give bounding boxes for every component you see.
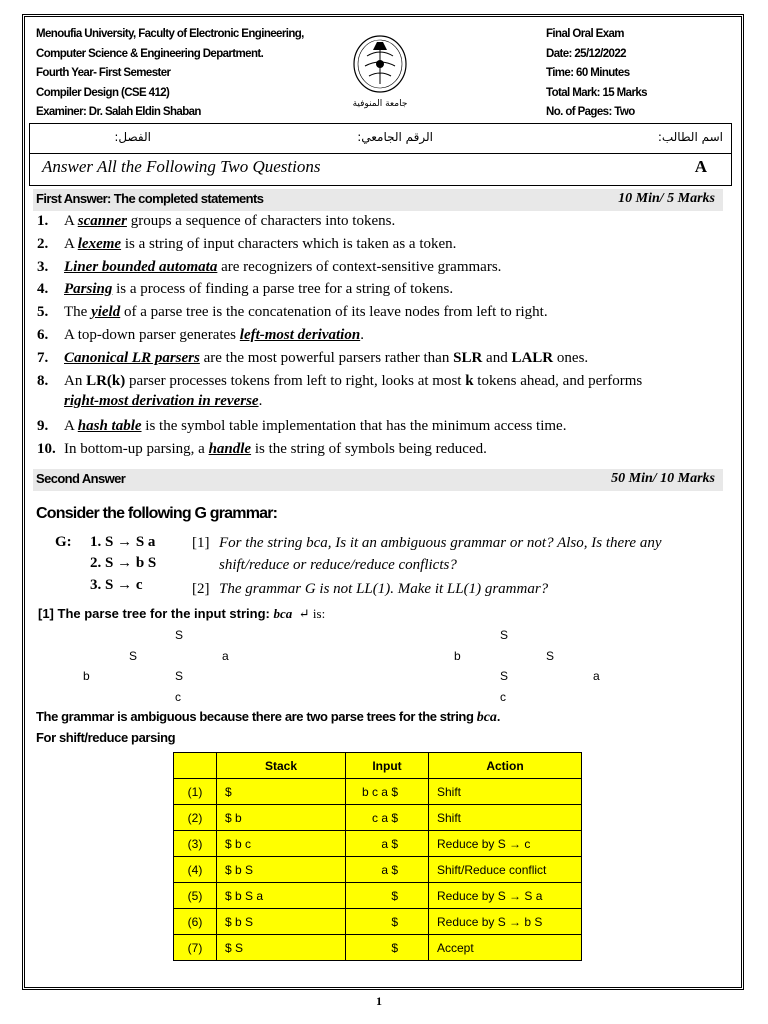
tree2-node: b [454, 649, 461, 663]
header-university: Menoufia University, Faculty of Electronic Engineering, [36, 28, 304, 40]
statement-text: is the string of symbols being reduced. [251, 441, 487, 457]
table-header-row [174, 753, 582, 779]
university-logo [337, 26, 423, 112]
table-row [174, 779, 582, 805]
input-cell: c a $ [346, 805, 429, 831]
tree2-node: S [500, 669, 509, 683]
tree1-node: c [175, 690, 181, 704]
step-cell: (7) [174, 935, 217, 961]
tree2-node: S [546, 649, 555, 663]
tree1-node: S [129, 649, 138, 663]
header-time: Time: 60 Minutes [546, 67, 630, 79]
action-cell: Shift [429, 779, 582, 805]
statement-text: ones. [553, 350, 589, 366]
tree2-node: c [500, 690, 506, 704]
statement-text: . [258, 393, 263, 409]
statement-term: LALR [511, 350, 554, 366]
tree2-root: S [500, 628, 509, 642]
header-date: Date: 25/12/2022 [546, 47, 626, 60]
statement-text: and [482, 350, 512, 366]
grammar-rule-3: 3. S → c [90, 577, 143, 593]
statement-answer: left-most derivation [239, 327, 361, 343]
input-cell: $ [346, 909, 429, 935]
statement-answer: yield [91, 304, 121, 320]
grammar-rule-2: 2. S → b S [90, 555, 157, 571]
statement-text: is a process of finding a parse tree for a string of tokens. [112, 281, 454, 297]
instruction-bar [29, 154, 732, 186]
grammar-rule-1: 1. S → S a [90, 534, 156, 550]
statement-text: A top-down parser generates [64, 327, 240, 343]
table-row [174, 805, 582, 831]
task-2-line: The grammar G is not LL(1). Make it LL(1) grammar? [219, 581, 549, 597]
grammar-label: G: [55, 534, 72, 550]
statement-answer: Parsing [64, 281, 113, 297]
table-row [174, 909, 582, 935]
action-cell: Shift/Reduce conflict [429, 857, 582, 883]
second-answer-heading [33, 469, 723, 491]
ambiguity-text: The grammar is ambiguous because there are two parse trees for the string [36, 709, 477, 724]
action-cell: Reduce by S → b S [429, 909, 582, 935]
statement-text: groups a sequence of characters into tokens. [126, 213, 396, 229]
statement-text: The [64, 304, 92, 320]
statement-text: A [64, 418, 78, 434]
second-answer-marks: 50 Min/ 10 Marks [611, 471, 715, 486]
input-cell: a $ [346, 857, 429, 883]
table-row [174, 857, 582, 883]
task-2-number: [2] [192, 581, 210, 597]
table-header: Stack [217, 753, 346, 779]
statement-text: . [360, 327, 364, 343]
first-answer-marks: 10 Min/ 5 Marks [618, 191, 715, 206]
action-cell: Shift [429, 805, 582, 831]
input-cell: b c a $ [346, 779, 429, 805]
step-cell: (1) [174, 779, 217, 805]
input-cell: a $ [346, 831, 429, 857]
student-name-label: اسم الطالب: [657, 130, 723, 144]
statement-number: 1. [37, 213, 49, 229]
table-row [174, 831, 582, 857]
task-1-line-2: shift/reduce or reduce/reduce conflicts? [219, 557, 457, 573]
stack-cell: $ S [217, 935, 346, 961]
header-right [546, 25, 647, 123]
ambiguity-dot: . [496, 709, 501, 724]
stack-cell: $ b S [217, 909, 346, 935]
parsing-table [173, 752, 582, 961]
first-answer-title: First Answer: The completed statements [36, 191, 264, 206]
statement-answer: hash table [77, 418, 142, 434]
statement-text: is a string of input characters which is taken as a token. [121, 236, 457, 252]
ambiguity-string: bca [476, 710, 497, 725]
tree1-node: a [222, 649, 229, 663]
ambiguity-conclusion [36, 709, 500, 726]
logo-text: جامعة المنوفية [352, 99, 408, 109]
input-cell: $ [346, 883, 429, 909]
statement-term: LR(k) [86, 373, 126, 389]
statement-number: 10. [37, 441, 56, 457]
header-total-mark: Total Mark: 15 Marks [546, 86, 647, 99]
grammar-heading: Consider the following G grammar: [36, 505, 278, 522]
statement-number: 8. [37, 373, 49, 389]
table-header: Action [429, 753, 582, 779]
parse-is-text: is: [309, 606, 326, 621]
statement-number: 7. [37, 350, 49, 366]
parse-tree-intro [38, 606, 325, 622]
statement-number: 2. [37, 236, 49, 252]
statement-answer: scanner [77, 213, 127, 229]
shift-reduce-heading: For shift/reduce parsing [36, 730, 176, 745]
input-cell: $ [346, 935, 429, 961]
tree1-root: S [175, 628, 184, 642]
table-row [174, 883, 582, 909]
table-header: Input [346, 753, 429, 779]
statement-answer: handle [208, 441, 252, 457]
first-answer-heading [33, 189, 723, 211]
statement-term: SLR [453, 350, 483, 366]
parse-string: bca [273, 606, 293, 621]
header-department: Computer Science & Engineering Department. [36, 47, 264, 60]
step-cell: (4) [174, 857, 217, 883]
header-pages: No. of Pages: Two [546, 106, 635, 118]
statement-text: A [64, 236, 78, 252]
statement-answer: lexeme [77, 236, 122, 252]
task-1-number: [1] [192, 535, 210, 551]
table-header [174, 753, 217, 779]
statement-number: 5. [37, 304, 49, 320]
student-info-bar [29, 123, 732, 154]
statement-number: 9. [37, 418, 49, 434]
exam-version: A [694, 157, 707, 176]
statement-answer: Canonical LR parsers [64, 350, 200, 366]
statement-text: A [64, 213, 78, 229]
stack-cell: $ b S [217, 857, 346, 883]
return-symbol: ↵ [298, 606, 310, 621]
statement-text: is the symbol table implementation that has the minimum access time. [141, 418, 567, 434]
stack-cell: $ b c [217, 831, 346, 857]
statement-answer: right-most derivation in reverse [64, 393, 259, 409]
statement-number: 4. [37, 281, 49, 297]
step-cell: (3) [174, 831, 217, 857]
header-examiner: Examiner: Dr. Salah Eldin Shaban [36, 106, 201, 118]
header-course: Compiler Design (CSE 412) [36, 86, 170, 99]
statement-text: are recognizers of context-sensitive grammars. [217, 259, 502, 275]
action-cell: Accept [429, 935, 582, 961]
stack-cell: $ b S a [217, 883, 346, 909]
instruction-text: Answer All the Following Two Questions [42, 157, 321, 176]
header-year: Fourth Year- First Semester [36, 67, 171, 79]
header-left [36, 25, 304, 123]
tree2-node: a [593, 669, 600, 683]
statement-number: 6. [37, 327, 49, 343]
step-cell: (5) [174, 883, 217, 909]
statement-answer: Liner bounded automata [64, 259, 218, 275]
statement-text: parser processes tokens from left to right, looks at most [125, 373, 466, 389]
parse-intro-text: [1] The parse tree for the input string: [38, 606, 274, 621]
statement-text: An [64, 373, 87, 389]
header-exam-type: Final Oral Exam [546, 28, 624, 40]
statement-text: are the most powerful parsers rather than [199, 350, 454, 366]
step-cell: (2) [174, 805, 217, 831]
statement-text: In bottom-up parsing, a [64, 441, 209, 457]
statement-number: 3. [37, 259, 49, 275]
action-cell: Reduce by S → c [429, 831, 582, 857]
tree1-node: b [83, 669, 90, 683]
page-number: 1 [376, 994, 382, 1008]
statement-term: k [465, 373, 474, 389]
action-cell: Reduce by S → S a [429, 883, 582, 909]
tree1-node: S [175, 669, 184, 683]
student-id-label: الرقم الجامعي: [357, 130, 433, 144]
statement-text: of a parse tree is the concatenation of its leave nodes from left to right. [120, 304, 548, 320]
stack-cell: $ [217, 779, 346, 805]
second-answer-title: Second Answer [36, 471, 126, 486]
step-cell: (6) [174, 909, 217, 935]
table-row [174, 935, 582, 961]
student-class-label: الفصل: [114, 130, 151, 144]
stack-cell: $ b [217, 805, 346, 831]
task-1-line-1: For the string bca, Is it an ambiguous grammar or not? Also, Is there any [219, 535, 662, 551]
statement-text: tokens ahead, and performs [473, 373, 643, 389]
